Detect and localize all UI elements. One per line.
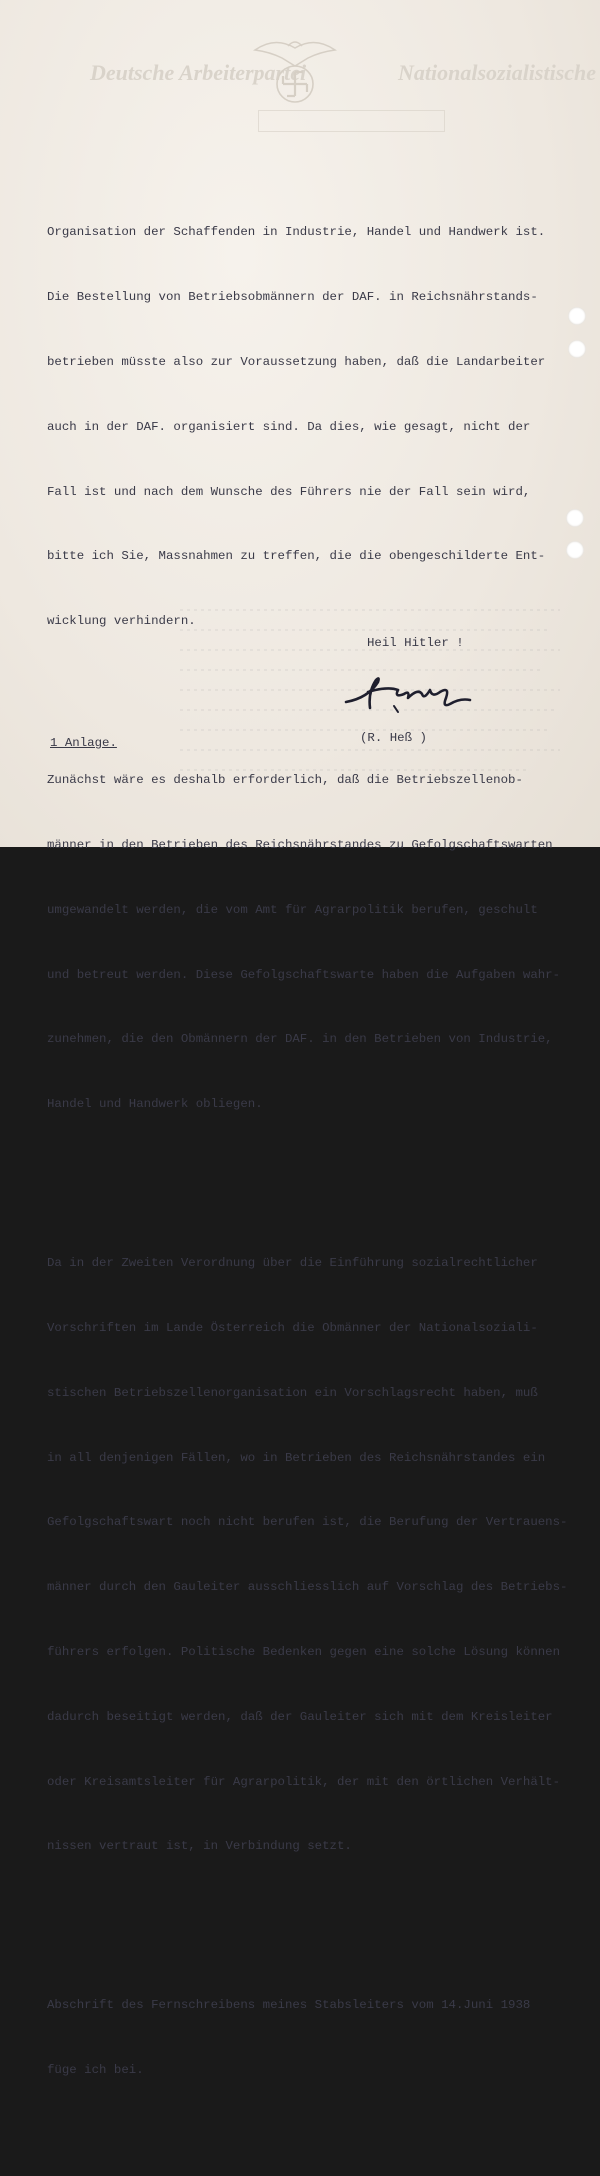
text-line: füge ich bei. (47, 2063, 144, 2078)
faint-stamp (258, 110, 445, 132)
handwritten-signature-icon (338, 668, 488, 718)
punch-hole (566, 509, 584, 527)
text-line: umgewandelt werden, die vom Amt für Agrarpolitik berufen, geschult (47, 902, 538, 917)
text-line: auch in der DAF. organisiert sind. Da dies, wie gesagt, nicht der (47, 419, 531, 434)
text-line: dadurch beseitigt werden, daß der Gauleiter sich mit dem Kreisleiter (47, 1709, 553, 1724)
eagle-swastika-emblem-icon (250, 32, 340, 110)
text-line: Da in der Zweiten Verordnung über die Einführung sozialrechtlicher (47, 1256, 538, 1271)
punch-hole (568, 340, 586, 358)
punch-hole (566, 541, 584, 559)
text-line: zunehmen, die den Obmännern der DAF. in den Betrieben von Industrie, (47, 1032, 553, 1047)
text-line: männer in den Betrieben des Reichsnährstandes zu Gefolgschaftswarten (47, 838, 553, 852)
paragraph-4 (47, 1952, 567, 2125)
text-line: betrieben müsste also zur Voraussetzung haben, daß die Landarbeiter (47, 354, 546, 369)
text-line: wicklung verhindern. (47, 614, 196, 629)
text-line: führers erfolgen. Politische Bedenken gegen eine solche Lösung können (47, 1644, 561, 1659)
text-line: Zunächst wäre es deshalb erforderlich, daß die Betriebszellenob- (47, 773, 523, 788)
salutation: Heil Hitler ! (367, 636, 464, 650)
text-line: nissen vertraut ist, in Verbindung setzt. (47, 1839, 352, 1854)
text-line: Gefolgschaftswart noch nicht berufen ist, die Berufung der Vertrauens- (47, 1515, 568, 1530)
text-line: Fall ist und nach dem Wunsche des Führers nie der Fall sein wird, (47, 484, 531, 499)
signer-name: (R. Heß ) (360, 731, 427, 745)
paragraph-3 (47, 1210, 567, 1901)
paragraph-2 (47, 727, 567, 1159)
text-line: stischen Betriebszellenorganisation ein Vorschlagsrecht haben, muß (47, 1385, 538, 1400)
punch-hole (568, 307, 586, 325)
text-line: Die Bestellung von Betriebsobmännern der DAF. in Reichsnährstands- (47, 290, 538, 305)
letterhead-org-right: Deutsche Arbeiterpartei (90, 60, 307, 85)
text-line: Organisation der Schaffenden in Industrie, Handel und Handwerk ist. (47, 225, 546, 240)
text-line: Vorschriften im Lande Österreich die Obmänner der Nationalsoziali- (47, 1321, 538, 1336)
letter-body (47, 136, 567, 2176)
text-line: Abschrift des Fernschreibens meines Stabsleiters vom 14.Juni 1938 (47, 1998, 531, 2013)
text-line: männer durch den Gauleiter ausschliesslich auf Vorschlag des Betriebs- (47, 1580, 568, 1595)
text-line: oder Kreisamtsleiter für Agrarpolitik, der mit den örtlichen Verhält- (47, 1774, 561, 1789)
text-line: in all denjenigen Fällen, wo in Betrieben des Reichsnährstandes ein (47, 1450, 546, 1465)
text-line: und betreut werden. Diese Gefolgschaftswarte haben die Aufgaben wahr- (47, 967, 561, 982)
text-line: bitte ich Sie, Massnahmen zu treffen, die die obengeschilderte Ent- (47, 549, 546, 564)
text-line: Handel und Handwerk obliegen. (47, 1097, 263, 1112)
letterhead-org-left-visible: Nationalsozialistische (398, 60, 597, 85)
paragraph-1 (47, 179, 567, 676)
enclosure-note: 1 Anlage. (50, 736, 117, 750)
